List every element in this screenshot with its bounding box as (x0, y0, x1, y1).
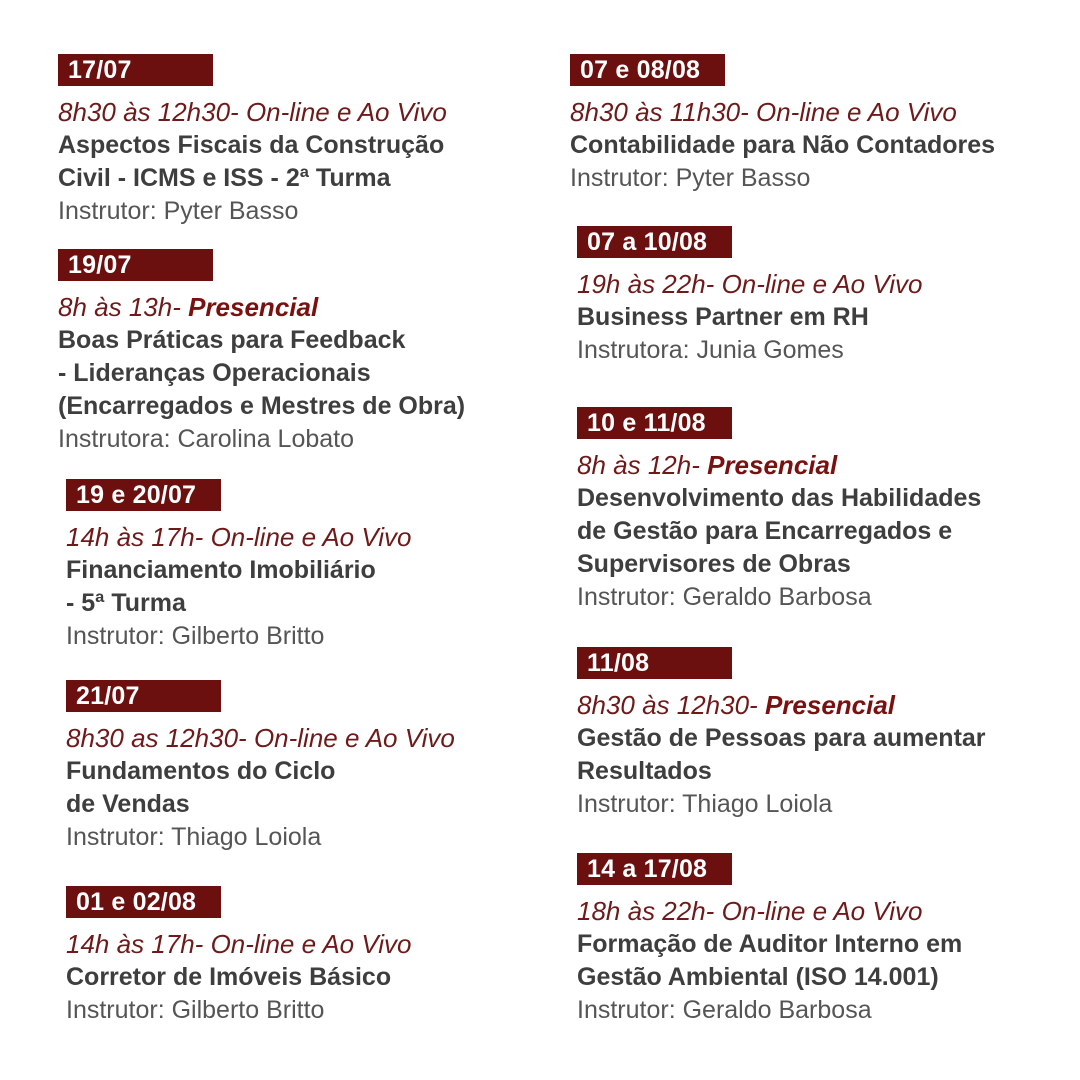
date-badge: 01 e 02/08 (66, 886, 221, 918)
modality: On-line e Ao Vivo (210, 522, 412, 552)
instructor: Instrutora: Carolina Lobato (58, 425, 355, 453)
course-title: Contabilidade para Não Contadores (570, 131, 996, 159)
date-badge: 07 e 08/08 (570, 54, 725, 86)
instructor: Instrutor: Pyter Basso (58, 197, 299, 225)
modality: On-line e Ao Vivo (721, 269, 923, 299)
date-badge: 10 e 11/08 (577, 407, 732, 439)
course-card (66, 680, 455, 854)
schedule-time: 19h às 22h- On-line e Ao Vivo (577, 269, 923, 299)
course-title: Corretor de Imóveis Básico (66, 963, 392, 991)
course-card (577, 407, 981, 614)
instructor: Instrutor: Gilberto Britto (66, 622, 325, 650)
instructor: Instrutor: Gilberto Britto (66, 996, 325, 1024)
course-title: Boas Práticas para Feedback - Lideranças Operacionais (Encarregados e Mestres de Obra) (58, 326, 466, 420)
schedule-time: 14h às 17h- On-line e Ao Vivo (66, 522, 412, 552)
date-badge: 14 a 17/08 (577, 853, 732, 885)
modality: On-line e Ao Vivo (253, 723, 455, 753)
date-badge: 21/07 (66, 680, 221, 712)
date-badge: 07 a 10/08 (577, 226, 732, 258)
course-card (577, 853, 962, 1027)
course-title: Fundamentos do Ciclo de Vendas (66, 757, 336, 818)
date-badge: 19/07 (58, 249, 213, 281)
modality: On-line e Ao Vivo (721, 896, 923, 926)
course-title: Desenvolvimento das Habilidades de Gestão para Encarregados e Supervisores de Obras (577, 484, 982, 578)
course-card (577, 226, 922, 367)
course-title: Formação de Auditor Interno em Gestão Ambiental (ISO 14.001) (577, 930, 963, 991)
instructor: Instrutor: Thiago Loiola (577, 790, 833, 818)
schedule-time: 8h30 as 12h30- On-line e Ao Vivo (66, 723, 455, 753)
schedule-time: 8h às 12h- Presencial (577, 450, 838, 480)
date-badge: 19 e 20/07 (66, 479, 221, 511)
instructor: Instrutor: Thiago Loiola (66, 823, 322, 851)
instructor: Instrutora: Junia Gomes (577, 336, 844, 364)
schedule-time: 8h30 às 12h30- Presencial (577, 690, 896, 720)
course-title: Aspectos Fiscais da Construção Civil - ICMS e ISS - 2ª Turma (58, 131, 445, 192)
schedule-time: 14h às 17h- On-line e Ao Vivo (66, 929, 412, 959)
schedule-time: 18h às 22h- On-line e Ao Vivo (577, 896, 923, 926)
course-title: Gestão de Pessoas para aumentar Resultados (577, 724, 986, 785)
course-title: Financiamento Imobiliário - 5ª Turma (66, 556, 376, 617)
course-card (58, 249, 465, 456)
modality: Presencial (707, 450, 838, 480)
course-card (66, 886, 411, 1027)
modality: On-line e Ao Vivo (756, 97, 957, 127)
schedule-time: 8h30 às 12h30- On-line e Ao Vivo (58, 97, 447, 127)
instructor: Instrutor: Pyter Basso (570, 164, 811, 192)
modality: Presencial (764, 690, 896, 720)
modality: On-line e Ao Vivo (210, 929, 412, 959)
date-badge: 17/07 (58, 54, 213, 86)
schedule-time: 8h às 13h- Presencial (58, 292, 319, 322)
date-badge: 11/08 (577, 647, 732, 679)
modality: On-line e Ao Vivo (245, 97, 447, 127)
course-card (66, 479, 411, 653)
course-card (577, 647, 986, 821)
course-title: Business Partner em RH (577, 303, 869, 331)
schedule-time: 8h30 às 11h30- On-line e Ao Vivo (570, 97, 957, 127)
instructor: Instrutor: Geraldo Barbosa (577, 583, 872, 611)
course-card (570, 54, 995, 195)
instructor: Instrutor: Geraldo Barbosa (577, 996, 872, 1024)
modality: Presencial (188, 292, 319, 322)
course-card (58, 54, 447, 228)
